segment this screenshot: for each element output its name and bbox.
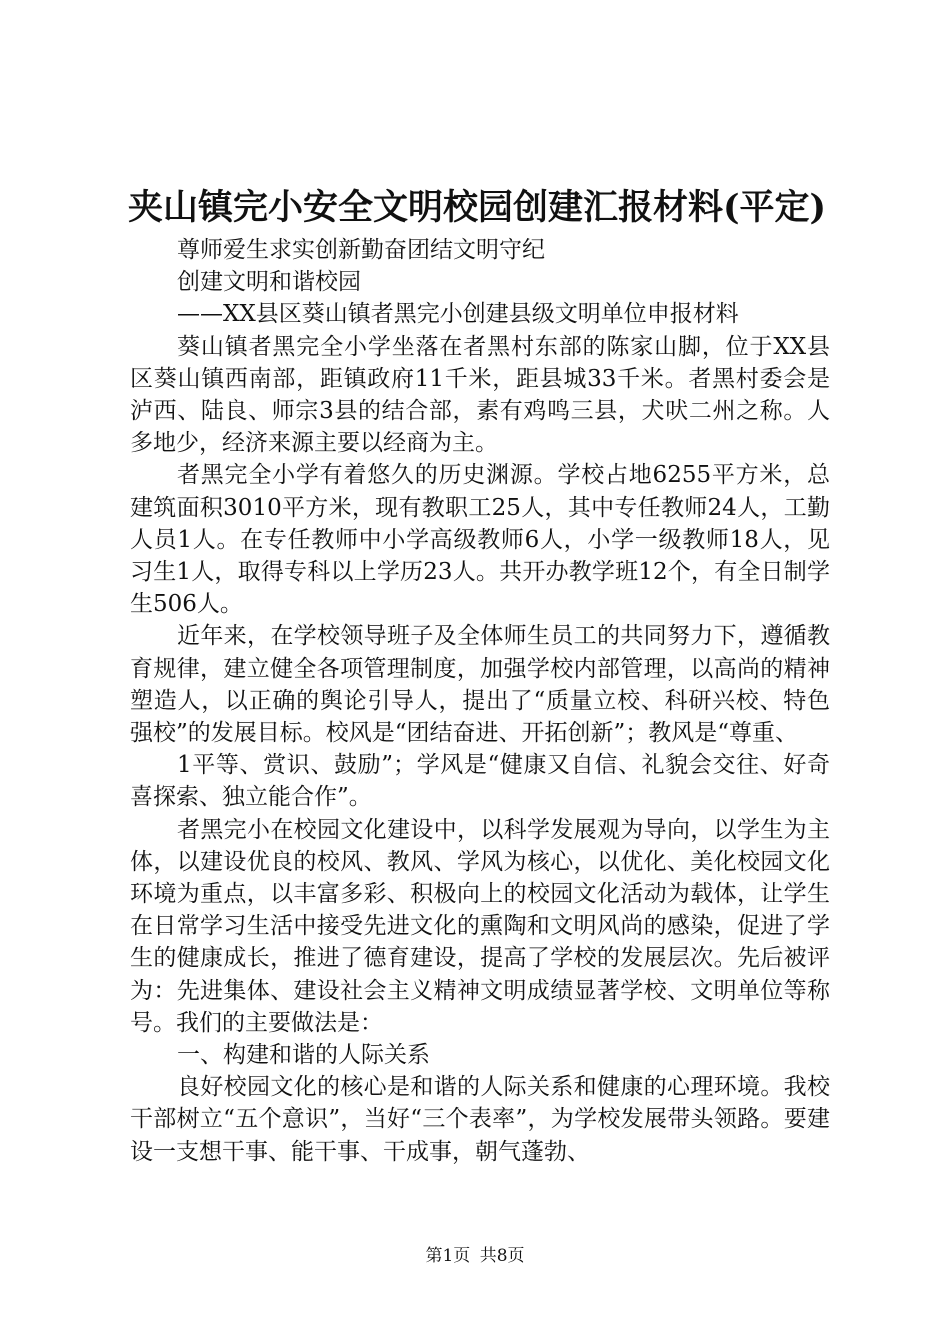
paragraph: 葵山镇者黑完全小学坐落在者黑村东部的陈家山脚，位于XX县区葵山镇西南部，距镇政府11千米，距县城33千米。者黑村委会是泸西、陆良、师宗3县的结合部，素有鸡鸣三县，犬吠二州之称。人多地少，经济来源主要以经商为主。	[130, 333, 830, 457]
subtitle-line: ——XX县区葵山镇者黑完小创建县级文明单位申报材料	[177, 301, 739, 328]
motto-line: 尊师爱生求实创新勤奋团结文明守纪	[177, 237, 545, 263]
paragraph: 近年来，在学校领导班子及全体师生员工的共同努力下，遵循教育规律，建立健全各项管理制度，加强学校内部管理，以高尚的精神塑造人，以正确的舆论引导人，提出了“质量立校、科研兴校、特色强校”的发展目标。校风是“团结奋进、开拓创新”；教风是“尊重、	[130, 623, 830, 747]
paragraph: 者黑完全小学有着悠久的历史渊源。学校占地6255平方米，总建筑面积3010平方米，现有教职工25人，其中专任教师24人，工勤人员1人。在专任教师中小学高级教师6人，小学一级教师18人，见习生1人，取得专科以上学历23人。共开办教学班12个，有全日制学生506人。	[130, 462, 830, 618]
document-body	[130, 234, 830, 1168]
paragraph: 者黑完小在校园文化建设中，以科学发展观为导向，以学生为主体，以建设优良的校风、教风、学风为核心，以优化、美化校园文化环境为重点，以丰富多彩、积极向上的校园文化活动为载体，让学生在日常学习生活中接受先进文化的熏陶和文明风尚的感染，促进了学生的健康成长，推进了德育建设，提高了学校的发展层次。先后被评为：先进集体、建设社会主义精神文明成绩显著学校、文明单位等称号。我们的主要做法是：	[130, 816, 830, 1036]
page-total: 共8页	[479, 1246, 525, 1266]
page-number: 第1页	[425, 1246, 471, 1266]
paragraph: 1平等、赏识、鼓励”；学风是“健康又自信、礼貌会交往、好奇喜探索、独立能合作”。	[130, 752, 830, 811]
section-heading: 一、构建和谐的人际关系	[177, 1042, 430, 1069]
slogan-line: 创建文明和谐校园	[177, 269, 361, 296]
paragraph: 良好校园文化的核心是和谐的人际关系和健康的心理环境。我校干部树立“五个意识”，当好“三个表率”，为学校发展带头领路。要建设一支想干事、能干事、干成事，朝气蓬勃、	[130, 1074, 830, 1165]
document-title: 夹山镇完小安全文明校园创建汇报材料(平定)	[128, 187, 827, 228]
page-footer	[0, 1244, 950, 1268]
